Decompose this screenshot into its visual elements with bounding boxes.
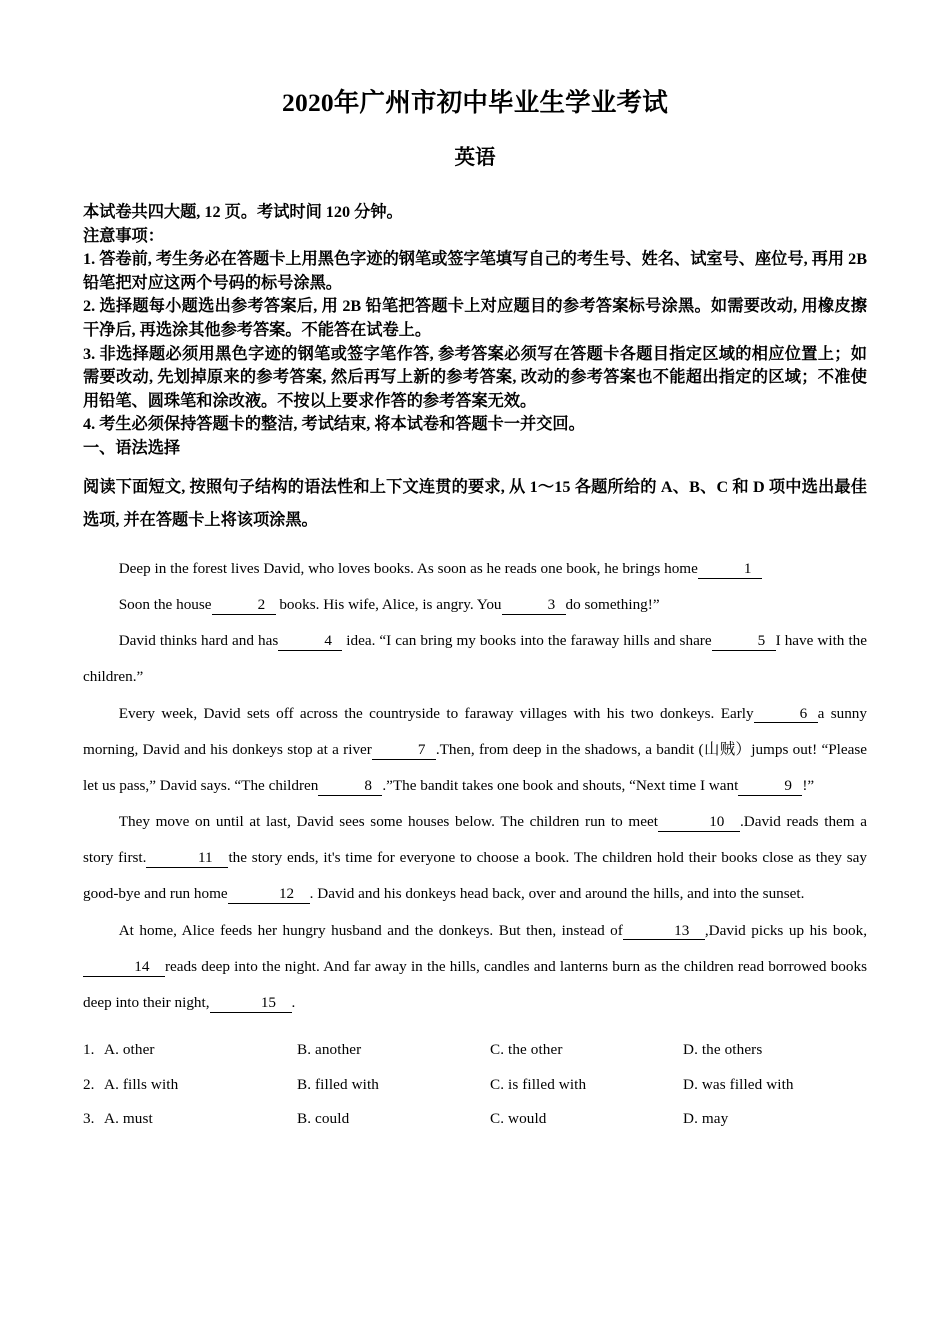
passage-text: They move on until at last, David sees some houses below. The children run to meet bbox=[118, 813, 658, 831]
exam-instructions bbox=[83, 170, 867, 460]
passage-text: idea. “I can bring my books into the faraway hills and share bbox=[342, 632, 712, 650]
passage-text: do something!” bbox=[565, 595, 660, 613]
option-d[interactable]: D. may bbox=[683, 1110, 729, 1128]
instruction-line-6: 4. 考生必须保持答题卡的整洁, 考试结束, 将本试卷和答题卡一并交回。 bbox=[83, 415, 585, 434]
passage-text: books. His wife, Alice, is angry. You bbox=[275, 595, 502, 613]
blank-14[interactable]: 14 bbox=[83, 959, 165, 977]
option-a[interactable]: A. other bbox=[104, 1041, 155, 1059]
section-directions: 阅读下面短文, 按照句子结构的语法性和上下文连贯的要求, 从 1〜15 各题所给的 A、B、C 和 D 项中选出最佳选项, 并在答题卡上将该项涂黑。 bbox=[83, 478, 867, 530]
question-row-2 bbox=[83, 1068, 867, 1103]
blank-3[interactable]: 3 bbox=[502, 597, 566, 615]
passage-text: . bbox=[291, 993, 296, 1011]
option-c[interactable]: C. the other bbox=[490, 1041, 563, 1059]
passage-paragraph-2 bbox=[83, 587, 867, 623]
instruction-line-5: 3. 非选择题必须用黑色字迹的钢笔或签字笔作答, 参考答案必须写在答题卡各题目指定区域的相应位置上；如需要改动, 先划掉原来的参考答案, 然后再写上新的参考答案, 改动的参考答案也不能超出指定的区域；不准使用铅笔、圆珠笔和涂改液。不按以上要求作答的参考答案无效。 bbox=[83, 344, 867, 410]
question-number: 2. bbox=[83, 1075, 95, 1093]
passage-text: ,David picks up his book, bbox=[704, 921, 867, 939]
passage-text: Soon the house bbox=[118, 595, 212, 613]
passage-paragraph-6 bbox=[83, 913, 867, 1022]
passage-text: the story ends, it's time for everyone to choose a book. The children hold their books close as they say good-bye and run home bbox=[83, 849, 867, 903]
blank-6[interactable]: 6 bbox=[754, 706, 818, 724]
answer-options-list bbox=[83, 1021, 867, 1137]
blank-10[interactable]: 10 bbox=[658, 814, 740, 832]
option-a[interactable]: A. fills with bbox=[104, 1075, 179, 1093]
option-b[interactable]: B. filled with bbox=[297, 1075, 379, 1093]
subject-title: 英语 bbox=[454, 146, 496, 169]
instruction-line-4: 2. 选择题每小题选出参考答案后, 用 2B 铅笔把答题卡上对应题目的参考答案标号涂黑。如需要改动, 用橡皮擦干净后, 再选涂其他参考答案。不能答在试卷上。 bbox=[83, 297, 867, 339]
blank-13[interactable]: 13 bbox=[623, 923, 705, 941]
passage-text: I have with the children.” bbox=[83, 632, 867, 686]
passage-text: David thinks hard and has bbox=[118, 632, 279, 650]
option-d[interactable]: D. the others bbox=[683, 1041, 763, 1059]
blank-7[interactable]: 7 bbox=[372, 742, 436, 760]
passage-paragraph-4 bbox=[83, 696, 867, 805]
blank-8[interactable]: 8 bbox=[318, 778, 382, 796]
blank-12[interactable]: 12 bbox=[228, 886, 310, 904]
question-row-1 bbox=[83, 1033, 867, 1068]
section-heading-grammar: 一、语法选择 bbox=[83, 438, 181, 457]
option-a[interactable]: A. must bbox=[104, 1110, 153, 1128]
passage-text: Every week, David sets off across the countryside to faraway villages with his two donkeys. Early bbox=[118, 704, 754, 722]
passage-text: .David reads them a story first. bbox=[83, 813, 867, 867]
page-content bbox=[83, 0, 867, 1137]
instruction-line-1: 本试卷共四大题, 12 页。考试时间 120 分钟。 bbox=[83, 203, 403, 222]
passage-text: !” bbox=[802, 776, 815, 794]
option-c[interactable]: C. would bbox=[490, 1110, 547, 1128]
blank-9[interactable]: 9 bbox=[738, 778, 802, 796]
passage-text: .Then, from deep in the shadows, a bandit (山贼）jumps out! “Please let us pass,” David says. “The children bbox=[83, 740, 867, 794]
passage-text: Deep in the forest lives David, who loves books. As soon as he reads one book, he brings home bbox=[118, 559, 698, 577]
passage-paragraph-5 bbox=[83, 804, 867, 913]
passage-text: At home, Alice feeds her hungry husband and the donkeys. But then, instead of bbox=[118, 921, 623, 939]
page-title: 2020年广州市初中毕业生学业考试 bbox=[282, 88, 668, 117]
option-d[interactable]: D. was filled with bbox=[683, 1075, 794, 1093]
option-b[interactable]: B. could bbox=[297, 1110, 350, 1128]
passage-text: . David and his donkeys head back, over and around the hills, and into the sunset. bbox=[309, 885, 805, 903]
option-c[interactable]: C. is filled with bbox=[490, 1075, 587, 1093]
question-row-3 bbox=[83, 1102, 867, 1137]
blank-11[interactable]: 11 bbox=[146, 850, 228, 868]
reading-passage bbox=[83, 537, 867, 1021]
passage-paragraph-3 bbox=[83, 623, 867, 695]
passage-text: a sunny morning, David and his donkeys stop at a river bbox=[83, 704, 867, 758]
passage-text: reads deep into the night. And far away in the hills, candles and lanterns burn as the children read borrowed books deep into their night, bbox=[83, 957, 867, 1011]
blank-5[interactable]: 5 bbox=[712, 633, 776, 651]
blank-4[interactable]: 4 bbox=[278, 633, 342, 651]
blank-2[interactable]: 2 bbox=[212, 597, 276, 615]
question-number: 1. bbox=[83, 1041, 95, 1059]
passage-paragraph-1 bbox=[83, 551, 867, 587]
passage-text: .”The bandit takes one book and shouts, “Next time I want bbox=[382, 776, 739, 794]
blank-1[interactable]: 1 bbox=[698, 561, 762, 579]
instruction-line-3: 1. 答卷前, 考生务必在答题卡上用黑色字迹的钢笔或签字笔填写自己的考生号、姓名、试室号、座位号, 再用 2B 铅笔把对应这两个号码的标号涂黑。 bbox=[83, 250, 867, 292]
option-b[interactable]: B. another bbox=[297, 1041, 362, 1059]
question-number: 3. bbox=[83, 1110, 95, 1128]
blank-15[interactable]: 15 bbox=[210, 995, 292, 1013]
instruction-line-2: 注意事项： bbox=[83, 226, 164, 245]
